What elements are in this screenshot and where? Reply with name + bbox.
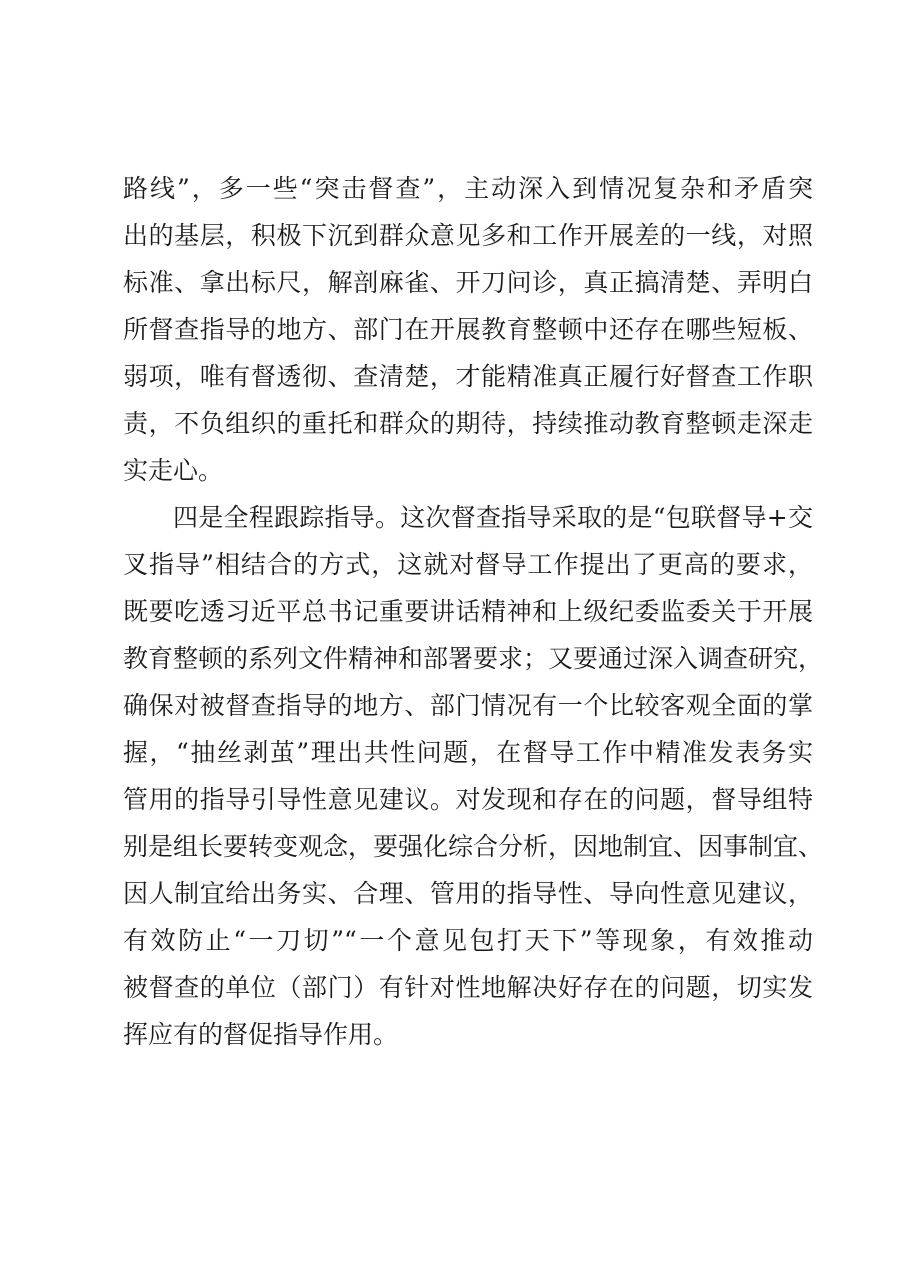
text-line: 实走心。	[123, 456, 224, 485]
text-line: 教育整顿的系列文件精神和部署要求；又要通过深入调查研究，	[123, 644, 824, 673]
text-line: 叉指导”相结合的方式，这就对督导工作提出了更高的要求，	[123, 550, 813, 579]
document-body	[123, 165, 824, 1058]
text-line: 确保对被督查指导的地方、部门情况有一个比较客观全面的掌	[123, 691, 813, 720]
text-line: 挥应有的督促指导作用。	[123, 1020, 399, 1049]
text-line: 责，不负组织的重托和群众的期待，持续推动教育整顿走深走	[123, 409, 813, 438]
text-line: 出的基层，积极下沉到群众意见多和工作开展差的一线，对照	[123, 221, 813, 250]
text-line: 有效防止“一刀切”“一个意见包打天下”等现象，有效推动	[123, 926, 813, 955]
text-line: 管用的指导引导性意见建议。对发现和存在的问题，督导组特	[123, 785, 813, 814]
text-line: 既要吃透习近平总书记重要讲话精神和上级纪委监委关于开展	[123, 597, 813, 626]
text-line: 路线”，多一些“突击督查”，主动深入到情况复杂和矛盾突	[123, 174, 813, 203]
text-line: 别是组长要转变观念，要强化综合分析，因地制宜、因事制宜、	[123, 832, 824, 861]
text-line: 握，“抽丝剥茧”理出共性问题，在督导工作中精准发表务实	[123, 738, 813, 767]
text-line: 弱项，唯有督透彻、查清楚，才能精准真正履行好督查工作职	[123, 362, 813, 391]
text-line: 所督查指导的地方、部门在开展教育整顿中还存在哪些短板、	[123, 315, 813, 344]
text-line: 因人制宜给出务实、合理、管用的指导性、导向性意见建议，	[123, 879, 813, 908]
text-line: 标准、拿出标尺，解剖麻雀、开刀问诊，真正搞清楚、弄明白	[123, 268, 813, 297]
text-line: 被督查的单位（部门）有针对性地解决好存在的问题，切实发	[123, 973, 813, 1002]
text-line: 四是全程跟踪指导。这次督查指导采取的是“包联督导+交	[173, 503, 813, 532]
